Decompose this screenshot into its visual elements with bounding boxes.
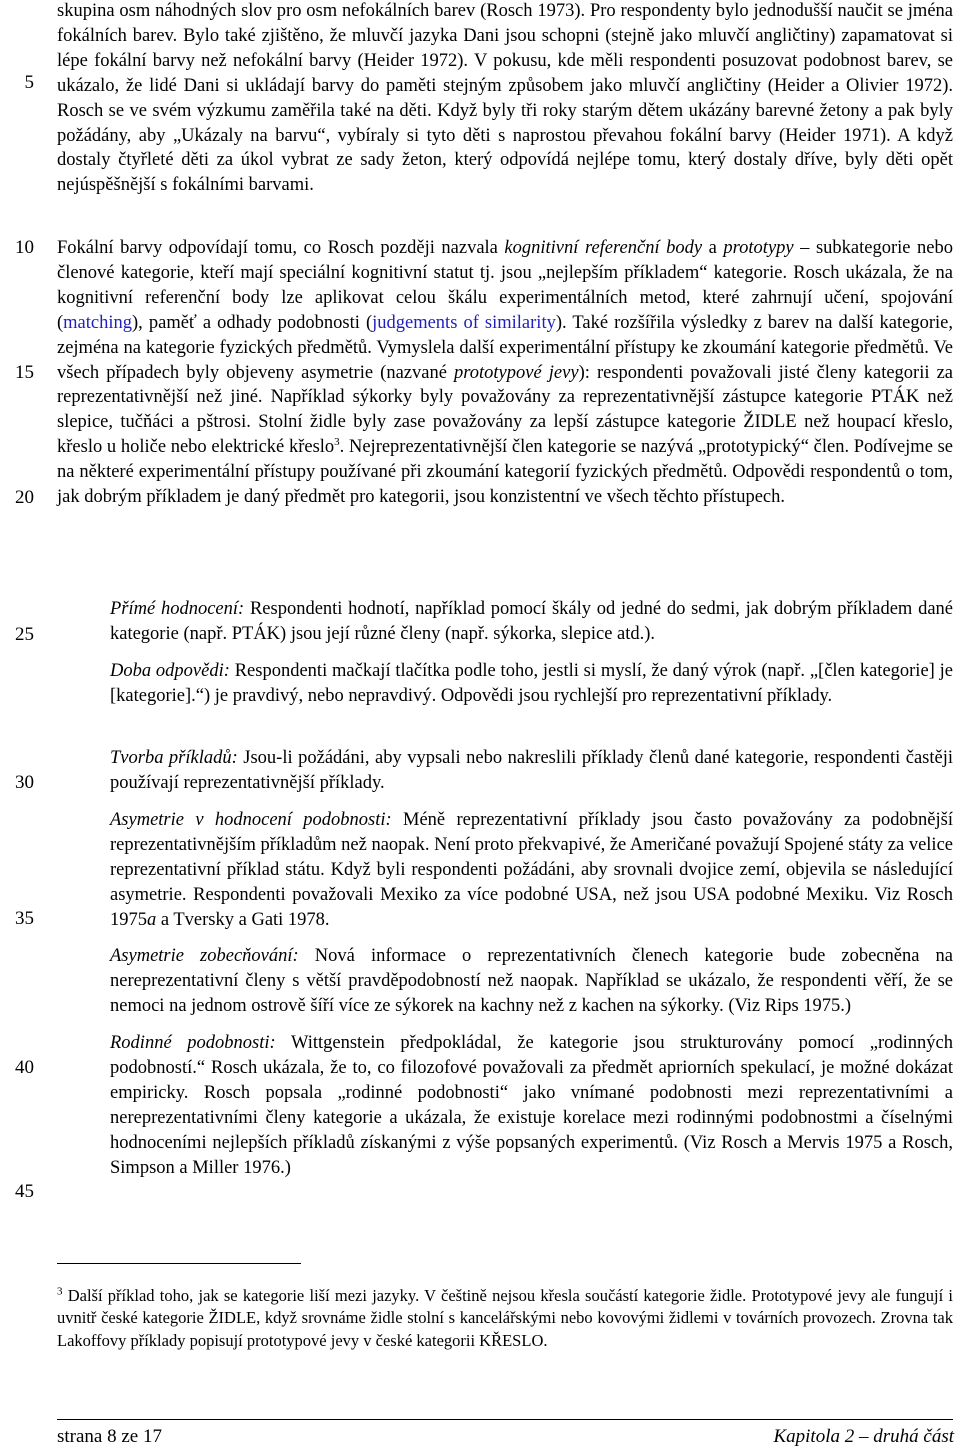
method-text: Respondenti hodnotí, například pomocí škály od jedné do sedmi, jak dobrým příkladem dané kategorie (např. PTÁK) jsou její různé členy (např. sýkorka, slepice atd.). <box>110 599 953 644</box>
line-number: 20 <box>15 487 34 508</box>
method-term: Přímé hodnocení: <box>110 599 245 619</box>
text-run: ), paměť a odhady podobnosti ( <box>132 312 373 333</box>
line-number: 5 <box>24 72 34 93</box>
page-number: strana 8 ze 17 <box>57 1426 162 1447</box>
text-run: a <box>702 238 724 258</box>
text-run: Fokální barvy odpovídají tomu, co Rosch později nazvala <box>57 238 505 258</box>
term-prototypes: prototypy <box>723 238 794 258</box>
method-text: Wittgenstein předpokládal, že kategorie jsou strukturovány pomocí „rodinných podobností.“ Rosch ukázala, že to, co filozofové považovali za předmět apriorních spekulací, je možné dokázat empiricky. Rosch popsala „rodinné podobnosti“ jako vnímané podobnosti mezi reprezentativními a nereprezentativními členy kategorie a ukázala, že existuje korelace mezi rodinnými podobnostmi a číselnými hodnoceními nejlepších příkladů získanými z výše popsaných experimentů. (Viz Rosch a Mervis 1975 a Rosch, Simpson a Miller 1976.) <box>110 1033 954 1178</box>
method-asymmetry-similarity <box>110 808 953 933</box>
footnote <box>57 1285 953 1352</box>
method-family-resemblances <box>110 1031 953 1180</box>
footnote-mark: 3 <box>57 1285 63 1298</box>
method-asymmetry-generalization <box>110 944 953 1019</box>
line-number: 25 <box>15 624 34 645</box>
footer-rule <box>57 1419 953 1420</box>
footnote-text: Další příklad toho, jak se kategorie liší mezi jazyky. V češtině nejsou křesla součástí kategorie židle. Prototypové jevy ale fungují i uvnitř české kategorie ŽIDLE, když srovnáme židle stolní s kancelářskými nebo kovovými židlemi v továrních provozech. Zrovna tak Lakoffovy příklady popisují prototypové jevy v české kategorii KŘESLO. <box>57 1286 953 1350</box>
text-run: . Nejreprezentativnější člen kategorie se nazývá „prototypický“ člen. Podívejme se na některé experimentální přístupy používané při zkoumání kategorií fyzických předmětů. Odpovědi respondentů o tom, jak dobrým příkladem je daný předmět pro kategorii, jsou konzistentní ve všech těchto přístupech. <box>57 437 953 508</box>
method-term: Doba odpovědi: <box>110 661 230 681</box>
text-run: ). Také rozšířila výsledky z barev na další kategorie, zejména na kategorie fyzických předmětů. Vymyslela další experimentální přístupy ke zkoumání kategorie předmětů. Ve všech případech byly objeveny asymetrie (nazvané <box>57 312 953 383</box>
method-example-production <box>110 746 953 796</box>
link-judgements-of-similarity[interactable]: judgements of similarity <box>372 312 556 333</box>
method-term: Asymetrie zobecňování: <box>110 946 299 966</box>
method-text: Méně reprezentativní příklady jsou často považovány za podobnější reprezentativnějším příkladům než naopak. Není proto překvapivé, že Američané považují Spojené státy za velice reprezentativní příklad státu. Když byli respondenti požádáni, aby srovnali dvojice zemí, objevila se následující asymetrie. Respondenti považovali Mexiko za více podobné USA, než jsou USA podobné Mexiku. Viz Rosch 1975 <box>110 810 953 930</box>
chapter-label: Kapitola 2 – druhá část <box>773 1426 954 1447</box>
text-run: ): respondenti považovali jisté členy kategorii za reprezentativnější než jiné. Například sýkorky byly považovány za reprezentativnější zástupce kategorie PTÁK než slepice, tučňáci a pštrosi. Stolní židle byly zase považovány za lepší zástupce kategorie ŽIDLE než houpací křeslo, křeslo u holiče nebo elektrické křeslo <box>57 362 954 458</box>
link-matching[interactable]: matching <box>63 312 133 333</box>
text-run: – subkategorie nebo členové kategorie, kteří mají speciální kognitivní statut tj. jsou „nejlepším příkladem“ kategorie. Rosch ukázala, že na kognitivní referenční body lze aplikovat celou škálu experimentálních metod, které zahrnují učení, spojování ( <box>57 238 953 333</box>
method-text: Respondenti mačkají tlačítka podle toho, jestli si myslí, že daný výrok (např. „[člen kategorie] je [kategorie].“) je pravdivý, nebo nepravdivý. Odpovědi jsou rychlejší pro reprezentativní příklady. <box>110 661 953 706</box>
term-cognitive-reference-points: kognitivní referenční body <box>504 238 703 258</box>
method-text: Nová informace o reprezentativních členech kategorie bude zobecněna na nereprezentativní členy s větší pravděpodobností než naopak. Například se ukázalo, že respondenti věří, že se nemoci na jednom ostrově šíří více ze sýkorek na kachny než z kachen na sýkorky. (Viz Rips 1975.) <box>110 946 953 1016</box>
method-text: Jsou-li požádáni, aby vypsali nebo nakreslili příklady členů dané kategorie, respondenti častěji používají reprezentativnější příklady. <box>110 748 953 793</box>
method-term: Rodinné podobnosti: <box>110 1033 276 1053</box>
method-term: Tvorba příkladů: <box>110 748 238 768</box>
line-number: 40 <box>15 1057 34 1078</box>
term-prototype-effects: prototypové jevy <box>454 362 579 383</box>
method-direct-rating <box>110 597 953 647</box>
line-number: 35 <box>15 908 34 929</box>
line-number: 10 <box>15 237 34 258</box>
line-number: 45 <box>15 1181 34 1202</box>
method-response-time <box>110 659 953 709</box>
citation-suffix: a <box>147 909 157 930</box>
method-term: Asymetrie v hodnocení podobnosti: <box>110 810 392 830</box>
footnote-reference[interactable]: 3 <box>334 436 340 449</box>
footnote-separator <box>57 1263 301 1264</box>
paragraph-focal-colors: skupina osm náhodných slov pro osm nefokálních barev (Rosch 1973). Pro respondenty bylo jednodušší naučit se jména fokálních barev. Bylo také zjištěno, že mluvčí jazyka Dani jsou schopni (stejně jako mluvčí angličtiny) zapamatovat si lépe fokální barvy než nefokální barvy (Heider 1972). V pokusu, kde měli respondenti posuzovat podobnost barev, se ukázalo, že lidé Dani si ukládají barvy do paměti stejným způsobem jako mluvčí angličtiny (Heider a Olivier 1972). Rosch se ve svém výzkumu zaměřila také na děti. Když byly tři roky starým dětem ukázány barevné žetony a pak byly požádány, aby „Ukázaly na barvu“, vybíraly si tyto děti s naprostou převahou fokální barvy (Heider 1971). A když dostaly čtyřleté děti za úkol vybrat ze sady žeton, který odpovídá nejlépe tomu, který dostaly dříve, byly děti opět nejúspěšnější s fokálními barvami. <box>57 1 953 196</box>
line-number: 15 <box>15 362 34 383</box>
paragraph-prototypes <box>57 236 953 510</box>
method-text: a Tversky a Gati 1978. <box>156 909 330 930</box>
line-number: 30 <box>15 772 34 793</box>
